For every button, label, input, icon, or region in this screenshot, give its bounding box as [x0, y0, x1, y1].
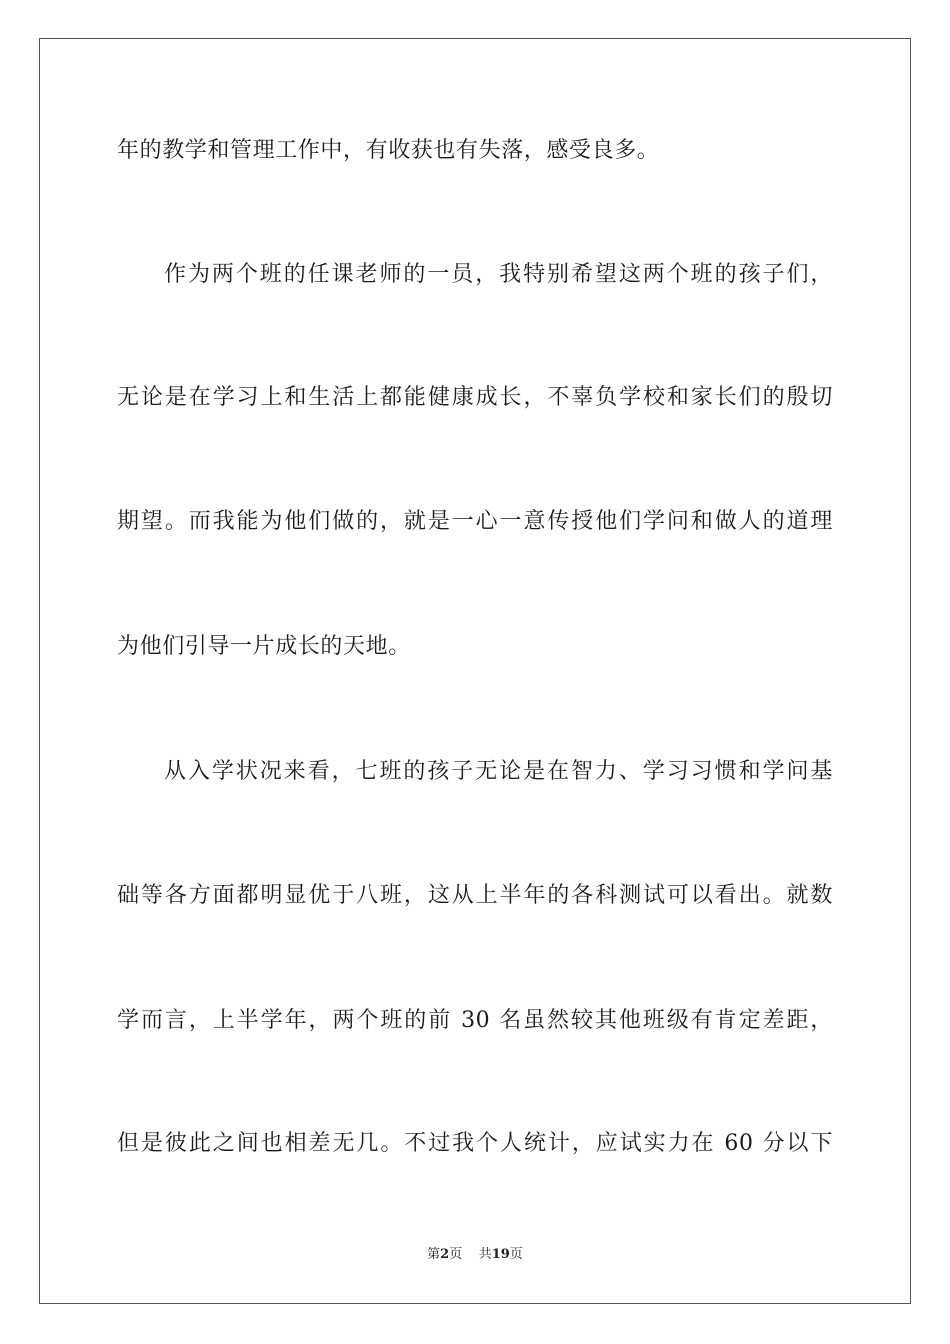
text-line: 学而言，上半学年，两个班的前 30 名虽然较其他班级有肯定差距， [117, 1008, 833, 1033]
page-suffix: 页 [449, 1247, 463, 1262]
total-page-count: 19 [491, 1247, 510, 1262]
page-prefix: 第 [427, 1247, 441, 1262]
current-page-number: 2 [440, 1247, 450, 1262]
paragraph-start-line: 从入学状况来看，七班的孩子无论是在智力、学习习惯和学问基 [164, 759, 833, 784]
text-line: 期望。而我能为他们做的，就是一心一意传授他们学问和做人的道理 [117, 509, 833, 534]
text-line: 但是彼此之间也相差无几。不过我个人统计，应试实力在 60 分以下 [117, 1131, 833, 1156]
text-line: 础等各方面都明显优于八班，这从上半年的各科测试可以看出。就数 [117, 883, 833, 908]
text-line: 为他们引导一片成长的天地。 [117, 634, 411, 659]
text-line: 无论是在学习上和生活上都能健康成长，不辜负学校和家长们的殷切 [117, 385, 833, 410]
total-prefix: 共 [478, 1247, 492, 1262]
text-line: 年的教学和管理工作中，有收获也有失落，感受良多。 [117, 138, 660, 163]
page-border [39, 38, 911, 1304]
total-suffix: 页 [509, 1247, 523, 1262]
page-footer [0, 1246, 950, 1264]
paragraph-start-line: 作为两个班的任课老师的一员，我特别希望这两个班的孩子们， [164, 262, 833, 287]
